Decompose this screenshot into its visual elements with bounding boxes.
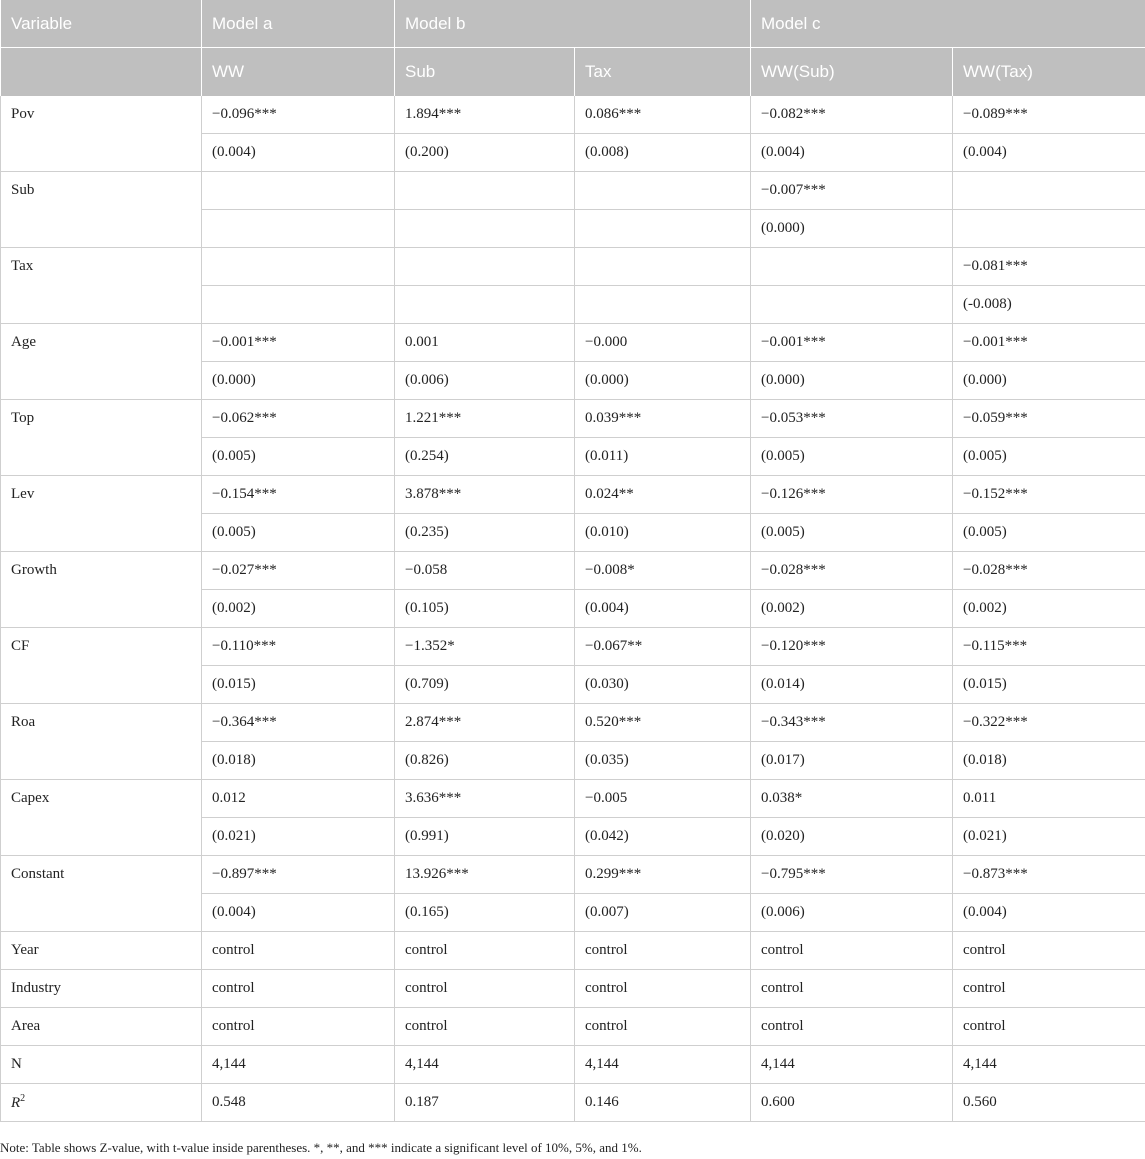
- stat-cell: (0.000): [953, 362, 1145, 400]
- stat-cell: (-0.008): [953, 286, 1145, 324]
- table-row: [1, 704, 1145, 742]
- value-cell: 0.600: [751, 1084, 953, 1122]
- r-squared-symbol: R: [11, 1095, 21, 1111]
- coefficient-cell: [202, 172, 395, 210]
- coefficient-cell: −0.005: [575, 780, 751, 818]
- stat-cell: (0.005): [953, 438, 1145, 476]
- variable-name: Tax: [1, 248, 202, 324]
- coefficient-cell: −0.001***: [202, 324, 395, 362]
- coefficient-cell: −0.027***: [202, 552, 395, 590]
- stat-cell: (0.005): [751, 438, 953, 476]
- variable-name: Constant: [1, 856, 202, 932]
- stat-cell: [575, 210, 751, 248]
- stat-cell: (0.004): [575, 590, 751, 628]
- table-row: [1, 856, 1145, 894]
- stat-cell: (0.000): [751, 362, 953, 400]
- coefficient-cell: −0.062***: [202, 400, 395, 438]
- variable-name: Growth: [1, 552, 202, 628]
- stat-cell: (0.004): [751, 134, 953, 172]
- stat-cell: (0.235): [395, 514, 575, 552]
- coefficient-cell: 1.221***: [395, 400, 575, 438]
- coefficient-cell: [953, 172, 1145, 210]
- value-cell: control: [953, 1008, 1145, 1046]
- stat-cell: (0.006): [751, 894, 953, 932]
- coefficient-cell: −0.120***: [751, 628, 953, 666]
- coefficient-cell: −0.001***: [953, 324, 1145, 362]
- table-row: [1, 476, 1145, 514]
- stat-cell: (0.004): [953, 894, 1145, 932]
- stat-cell: [751, 286, 953, 324]
- coefficient-cell: 0.086***: [575, 96, 751, 134]
- coefficient-cell: −0.028***: [953, 552, 1145, 590]
- stat-cell: (0.105): [395, 590, 575, 628]
- variable-name: $R^2$: [1, 1084, 202, 1122]
- stat-cell: (0.005): [202, 438, 395, 476]
- value-cell: control: [751, 932, 953, 970]
- value-cell: control: [953, 932, 1145, 970]
- coefficient-cell: −0.115***: [953, 628, 1145, 666]
- value-cell: control: [575, 970, 751, 1008]
- stat-cell: (0.010): [575, 514, 751, 552]
- stat-cell: (0.021): [953, 818, 1145, 856]
- coefficient-cell: −0.154***: [202, 476, 395, 514]
- coefficient-cell: −0.001***: [751, 324, 953, 362]
- value-cell: 4,144: [953, 1046, 1145, 1084]
- coefficient-cell: 0.039***: [575, 400, 751, 438]
- coefficient-cell: −0.364***: [202, 704, 395, 742]
- variable-name: Pov: [1, 96, 202, 172]
- value-cell: control: [953, 970, 1145, 1008]
- value-cell: 4,144: [751, 1046, 953, 1084]
- header-sub: Sub: [395, 48, 575, 97]
- table-row: [1, 1046, 1145, 1084]
- stat-cell: (0.014): [751, 666, 953, 704]
- stat-cell: (0.018): [953, 742, 1145, 780]
- coefficient-cell: −0.059***: [953, 400, 1145, 438]
- variable-name: N: [1, 1046, 202, 1084]
- value-cell: control: [395, 932, 575, 970]
- stat-cell: (0.015): [953, 666, 1145, 704]
- header-model-b: Model b: [395, 0, 751, 48]
- stat-cell: (0.007): [575, 894, 751, 932]
- coefficient-cell: −0.082***: [751, 96, 953, 134]
- stat-cell: (0.000): [575, 362, 751, 400]
- value-cell: control: [395, 1008, 575, 1046]
- coefficient-cell: −0.067**: [575, 628, 751, 666]
- coefficient-cell: 3.636***: [395, 780, 575, 818]
- stat-cell: (0.005): [953, 514, 1145, 552]
- variable-name: Capex: [1, 780, 202, 856]
- coefficient-cell: 0.011: [953, 780, 1145, 818]
- stat-cell: (0.254): [395, 438, 575, 476]
- stat-cell: [575, 286, 751, 324]
- coefficient-cell: [202, 248, 395, 286]
- coefficient-cell: 0.024**: [575, 476, 751, 514]
- stat-cell: (0.020): [751, 818, 953, 856]
- stat-cell: (0.002): [751, 590, 953, 628]
- stat-cell: (0.200): [395, 134, 575, 172]
- stat-cell: (0.004): [202, 894, 395, 932]
- table-row: [1, 172, 1145, 210]
- stat-cell: (0.005): [751, 514, 953, 552]
- coefficient-cell: 2.874***: [395, 704, 575, 742]
- coefficient-cell: −1.352*: [395, 628, 575, 666]
- stat-cell: (0.011): [575, 438, 751, 476]
- value-cell: 4,144: [395, 1046, 575, 1084]
- value-cell: 0.548: [202, 1084, 395, 1122]
- stat-cell: (0.015): [202, 666, 395, 704]
- coefficient-cell: 0.001: [395, 324, 575, 362]
- value-cell: control: [395, 970, 575, 1008]
- coefficient-cell: −0.873***: [953, 856, 1145, 894]
- stat-cell: (0.000): [202, 362, 395, 400]
- stat-cell: (0.035): [575, 742, 751, 780]
- header-model-c: Model c: [751, 0, 1145, 48]
- coefficient-cell: 0.299***: [575, 856, 751, 894]
- stat-cell: (0.000): [751, 210, 953, 248]
- value-cell: 0.560: [953, 1084, 1145, 1122]
- stat-cell: (0.002): [953, 590, 1145, 628]
- variable-name: Lev: [1, 476, 202, 552]
- coefficient-cell: 0.012: [202, 780, 395, 818]
- table-row: [1, 324, 1145, 362]
- coefficient-cell: 13.926***: [395, 856, 575, 894]
- stat-cell: (0.165): [395, 894, 575, 932]
- table-row: [1, 628, 1145, 666]
- coefficient-cell: −0.152***: [953, 476, 1145, 514]
- variable-name: Year: [1, 932, 202, 970]
- stat-cell: (0.021): [202, 818, 395, 856]
- stat-cell: (0.826): [395, 742, 575, 780]
- stat-cell: (0.030): [575, 666, 751, 704]
- stat-cell: (0.005): [202, 514, 395, 552]
- value-cell: control: [202, 970, 395, 1008]
- stat-cell: (0.002): [202, 590, 395, 628]
- coefficient-cell: −0.322***: [953, 704, 1145, 742]
- header-model-a: Model a: [202, 0, 395, 48]
- table-row: [1, 932, 1145, 970]
- coefficient-cell: 1.894***: [395, 96, 575, 134]
- coefficient-cell: 3.878***: [395, 476, 575, 514]
- value-cell: control: [202, 1008, 395, 1046]
- coefficient-cell: −0.007***: [751, 172, 953, 210]
- coefficient-cell: −0.089***: [953, 96, 1145, 134]
- coefficient-cell: −0.081***: [953, 248, 1145, 286]
- table-note: Note: Table shows Z-value, with t-value inside parentheses. *, **, and *** indicate a significant level of 10%, 5%, and 1%.: [0, 1140, 642, 1155]
- variable-name: Area: [1, 1008, 202, 1046]
- coefficient-cell: [395, 172, 575, 210]
- value-cell: control: [575, 1008, 751, 1046]
- table-row: [1, 1008, 1145, 1046]
- coefficient-cell: [751, 248, 953, 286]
- coefficient-cell: −0.053***: [751, 400, 953, 438]
- table-body: [1, 96, 1145, 1122]
- table-row: [1, 780, 1145, 818]
- coefficient-cell: −0.008*: [575, 552, 751, 590]
- stat-cell: [202, 286, 395, 324]
- header-ww-tax: WW(Tax): [953, 48, 1145, 97]
- value-cell: control: [575, 932, 751, 970]
- stat-cell: [202, 210, 395, 248]
- coefficient-cell: −0.343***: [751, 704, 953, 742]
- coefficient-cell: 0.038*: [751, 780, 953, 818]
- variable-name: Roa: [1, 704, 202, 780]
- stat-cell: (0.709): [395, 666, 575, 704]
- value-cell: control: [751, 970, 953, 1008]
- stat-cell: (0.018): [202, 742, 395, 780]
- variable-name: Top: [1, 400, 202, 476]
- stat-cell: (0.006): [395, 362, 575, 400]
- coefficient-cell: −0.795***: [751, 856, 953, 894]
- value-cell: 0.146: [575, 1084, 751, 1122]
- table-row: [1, 96, 1145, 134]
- coefficient-cell: −0.110***: [202, 628, 395, 666]
- value-cell: 0.187: [395, 1084, 575, 1122]
- coefficient-cell: [395, 248, 575, 286]
- coefficient-cell: −0.096***: [202, 96, 395, 134]
- value-cell: control: [751, 1008, 953, 1046]
- stat-cell: (0.004): [953, 134, 1145, 172]
- table-row: [1, 970, 1145, 1008]
- coefficient-cell: −0.126***: [751, 476, 953, 514]
- table-row: [1, 248, 1145, 286]
- table-row: [1, 1084, 1145, 1122]
- stat-cell: [953, 210, 1145, 248]
- stat-cell: [395, 286, 575, 324]
- variable-name: CF: [1, 628, 202, 704]
- stat-cell: (0.017): [751, 742, 953, 780]
- header-ww-sub: WW(Sub): [751, 48, 953, 97]
- variable-name: Industry: [1, 970, 202, 1008]
- coefficient-cell: −0.028***: [751, 552, 953, 590]
- stat-cell: (0.991): [395, 818, 575, 856]
- stat-cell: (0.008): [575, 134, 751, 172]
- header-tax: Tax: [575, 48, 751, 97]
- stat-cell: [395, 210, 575, 248]
- stat-cell: (0.042): [575, 818, 751, 856]
- header-ww: WW: [202, 48, 395, 97]
- value-cell: 4,144: [575, 1046, 751, 1084]
- stat-cell: (0.004): [202, 134, 395, 172]
- coefficient-cell: −0.000: [575, 324, 751, 362]
- variable-name: Sub: [1, 172, 202, 248]
- value-cell: control: [202, 932, 395, 970]
- coefficient-cell: −0.897***: [202, 856, 395, 894]
- header-blank: [1, 48, 202, 97]
- coefficient-cell: [575, 248, 751, 286]
- header-variable: Variable: [1, 0, 202, 48]
- table-header: [1, 0, 1145, 96]
- table-row: [1, 552, 1145, 590]
- variable-name: Age: [1, 324, 202, 400]
- coefficient-cell: [575, 172, 751, 210]
- coefficient-cell: 0.520***: [575, 704, 751, 742]
- value-cell: 4,144: [202, 1046, 395, 1084]
- coefficient-cell: −0.058: [395, 552, 575, 590]
- table-row: [1, 400, 1145, 438]
